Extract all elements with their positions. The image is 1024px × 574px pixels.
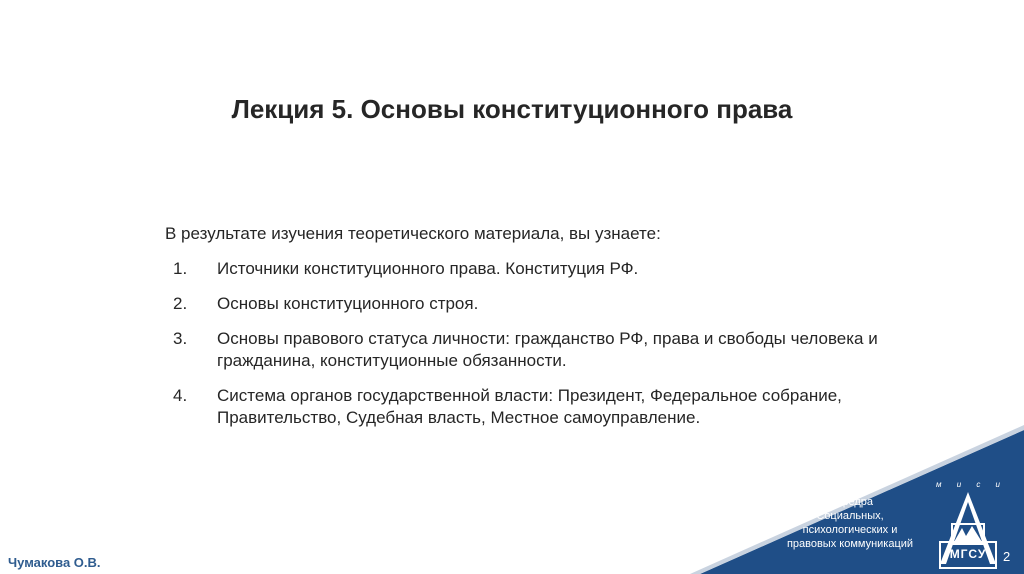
list-item-number: 3.	[173, 329, 188, 348]
logo-letters	[936, 480, 1000, 489]
page-title: Лекция 5. Основы конституционного права	[231, 94, 793, 124]
list-item	[165, 293, 885, 315]
logo-letter: и	[956, 480, 962, 489]
logo-letter: с	[976, 480, 981, 489]
department-line: Социальных,	[816, 510, 884, 522]
department-line: психологических и	[802, 524, 898, 536]
list-item-number: 1.	[173, 259, 188, 278]
list-item-text: Основы правового статуса личности: гражданство РФ, права и свободы человека и гражданина, конституционные обязанности.	[217, 329, 878, 370]
intro-text: В результате изучения теоретического материала, вы узнаете:	[165, 224, 661, 243]
logo-wordmark: МГСУ	[949, 547, 987, 561]
list-item-text: Источники конституционного права. Конституция РФ.	[217, 259, 639, 278]
department-line: правовых коммуникаций	[786, 538, 914, 550]
author-name: Чумакова О.В.	[8, 555, 101, 570]
list-item-number: 4.	[173, 386, 188, 405]
list-item-text: Основы конституционного строя.	[217, 294, 479, 313]
list-item-text: Система органов государственной власти: Президент, Федеральное собрание, Правительство, Судебная власть, Местное самоуправление.	[217, 386, 842, 427]
logo-letter: м	[936, 480, 942, 489]
topic-list	[165, 258, 885, 442]
department-label	[770, 495, 930, 551]
logo-letter: и	[995, 480, 1000, 489]
department-line: Кафедра	[826, 496, 874, 508]
list-item	[165, 385, 885, 429]
list-item	[165, 328, 885, 372]
page-number: 2	[1003, 549, 1011, 564]
list-item	[165, 258, 885, 280]
list-item-number: 2.	[173, 294, 188, 313]
